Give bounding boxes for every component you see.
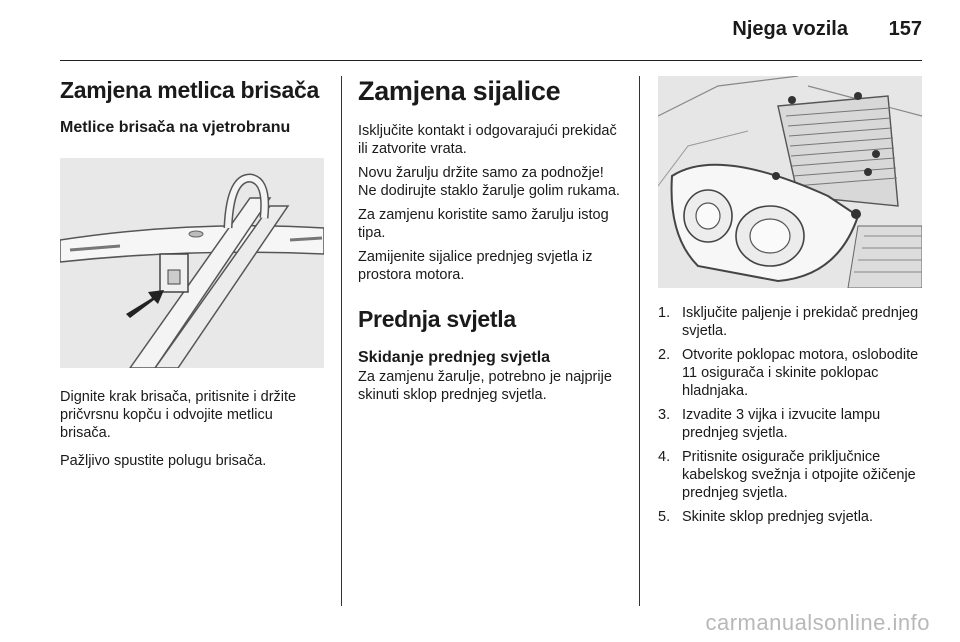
column-headlight-steps (658, 76, 924, 532)
step-item: 2. Otvorite poklopac motora, oslobodite 11 osigurača i skinite poklopac hladnjaka. (658, 347, 919, 399)
column-wiper-blades (60, 76, 326, 470)
column-bulb-replacement (358, 76, 624, 404)
watermark-text: carmanualsonline.info (705, 610, 930, 635)
paragraph-wiper-lower: Pažljivo spustite polugu brisača. (60, 453, 267, 469)
subheading-windscreen-wipers: Metlice brisača na vjetrobranu (60, 119, 291, 136)
step-item: 4. Pritisnite osigurače priključnice kabelskog svežnja i otpojite ožičenje prednjeg svjetla. (658, 449, 916, 501)
wiper-arm-drawing (60, 158, 324, 368)
paragraph-engine-compartment: Zamijenite sijalice prednjeg svjetla iz prostora motora. (358, 249, 593, 283)
paragraph-ignition-off: Isključite kontakt i odgovarajući prekidač ili zatvorite vrata. (358, 123, 617, 157)
section-heading-headlights: Prednja svjetla (358, 306, 516, 332)
paragraph-wiper-removal: Dignite krak brisača, pritisnite i držite pričvrsnu kopču i odvojite metlicu brisača. (60, 389, 297, 441)
headlight-removal-steps (658, 304, 924, 526)
paragraph-hold-bulb-base: Novu žarulju držite samo za podnožje! Ne dodirujte staklo žarulje golim rukama. (358, 165, 620, 199)
step-item: 5. Skinite sklop prednjeg svjetla. (658, 509, 874, 525)
running-header-title: Njega vozila (732, 18, 848, 40)
section-heading-wiper: Zamjena metlica brisača (60, 77, 320, 103)
wiper-arm-illustration (60, 158, 324, 368)
paragraph-remove-headlight: Za zamjenu žarulje, potrebno je najprije skinuti sklop prednjeg svjetla. (358, 369, 612, 403)
headlight-drawing (658, 76, 922, 288)
section-heading-bulb: Zamjena sijalice (358, 76, 561, 106)
headlight-illustration (658, 76, 922, 288)
step-item: 3. Izvadite 3 vijka i izvucite lampu prednjeg svjetla. (658, 407, 881, 441)
column-divider-2 (639, 76, 640, 606)
page-number: 157 (888, 18, 922, 40)
column-divider-1 (341, 76, 342, 606)
paragraph-same-type: Za zamjenu koristite samo žarulju istog tipa. (358, 207, 609, 241)
header-divider (60, 60, 922, 61)
subheading-remove-headlight: Skidanje prednjeg svjetla (358, 349, 551, 366)
step-item: 1. Isključite paljenje i prekidač prednjeg svjetla. (658, 305, 919, 339)
